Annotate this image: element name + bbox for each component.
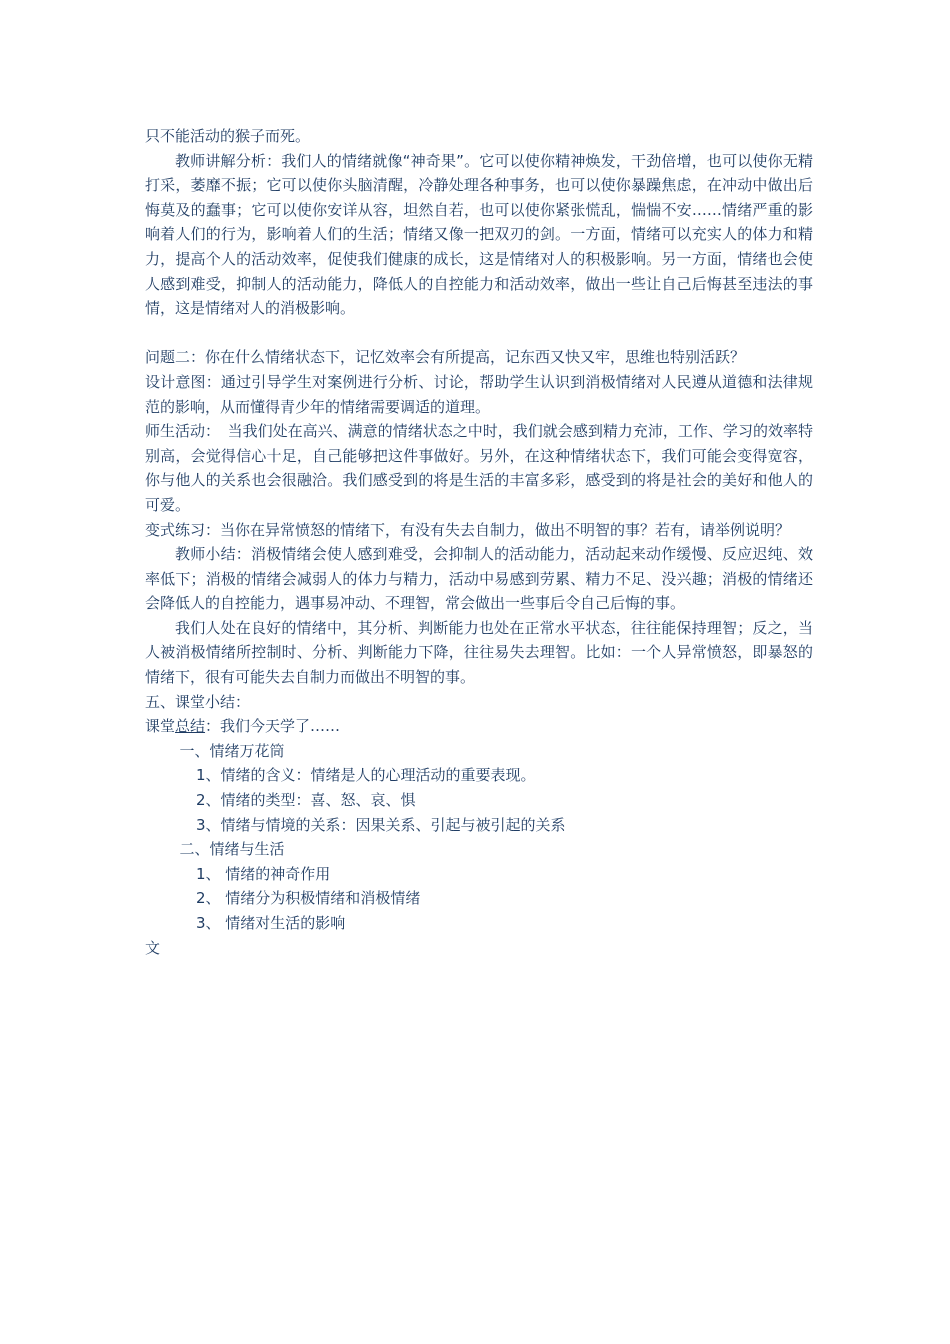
trailing-text: 文: [145, 938, 161, 957]
class-summary-line: [145, 714, 813, 739]
paragraph-teacher-analysis: 教师讲解分析：我们人的情绪就像“神奇果”。它可以使你精神焕发，干劲倍增，也可以使你无精打采，萎靡不振；它可以使你头脑清醒，冷静处理各种事务，也可以使你暴躁焦虑，在冲动中做出后悔莫及的蠢事；它可以使你安详从容，坦然自若，也可以使你紧张慌乱，惴惴不安……情绪严重的影响着人们的行为，影响着人们的生活；情绪又像一把双刃的剑。一方面，情绪可以充实人的体力和精力，提高个人的活动效率，促使我们健康的成长，这是情绪对人的积极影响。另一方面，情绪也会使人感到难受，抑制人的活动能力，降低人的自控能力和活动效率，做出一些让自己后悔甚至违法的事情，这是情绪对人的消极影响。: [145, 151, 813, 318]
paragraph-good-mood: 我们人处在良好的情绪中，其分析、判断能力也处在正常水平状态，往往能保持理智；反之，当人被消极情绪所控制时、分析、判断能力下降，往往易失去理智。比如：一个人异常愤怒，即暴怒的情绪下，很有可能失去自制力而做出不明智的事。: [145, 618, 813, 687]
outline-item: 2、情绪的类型：喜、怒、哀、惧: [196, 791, 416, 810]
outline-item: 3、情绪与情境的关系：因果关系、引起与被引起的关系: [196, 815, 566, 834]
outline-item: 1、情绪的含义：情绪是人的心理活动的重要表现。: [196, 766, 536, 785]
outline-heading-two: 二、情绪与生活: [179, 840, 285, 859]
paragraph-teacher-student-activity: 师生活动： 当我们处在高兴、满意的情绪状态之中时，我们就会感到精力充沛，工作、学习的效率特别高，会觉得信心十足，自己能够把这件事做好。另外，在这种情绪状态下，我们可能会变得宽容，你与他人的关系也会很融洽。我们感受到的将是生活的丰富多彩，感受到的将是社会的美好和他人的可爱。: [145, 422, 813, 514]
outline-heading-one: 一、情绪万花筒: [179, 741, 285, 760]
blank-line: [145, 321, 813, 346]
class-summary-prefix: 课堂: [145, 717, 176, 736]
paragraph-design-intent: 设计意图：通过引导学生对案例进行分析、讨论，帮助学生认识到消极情绪对人民遵从道德和法律规范的影响，从而懂得青少年的情绪需要调适的道理。: [145, 372, 813, 416]
document-page: [145, 124, 813, 960]
outline-item: 1、 情绪的神奇作用: [196, 864, 331, 883]
paragraph-continuation: 只不能活动的猴子而死。: [145, 127, 311, 145]
paragraph-teacher-summary: 教师小结：消极情绪会使人感到难受，会抑制人的活动能力，活动起来动作缓慢、反应迟纯、效率低下；消极的情绪会减弱人的体力与精力，活动中易感到劳累、精力不足、没兴趣；消极的情绪还会降低人的自控能力，遇事易冲动、不理智，常会做出一些事后令自己后悔的事。: [145, 545, 813, 613]
paragraph-variant-exercise: 变式练习：当你在异常愤怒的情绪下，有没有失去自制力，做出不明智的事？若有，请举例说明？: [145, 520, 791, 539]
paragraph-question-two: 问题二：你在什么情绪状态下，记忆效率会有所提高，记东西又快又牢，思维也特别活跃？: [145, 348, 746, 367]
outline-item: 2、 情绪分为积极情绪和消极情绪: [196, 889, 421, 908]
class-summary-suffix: ：我们今天学了……: [205, 717, 341, 736]
class-summary-underlined: 总结: [175, 717, 206, 736]
outline-item: 3、 情绪对生活的影响: [196, 914, 346, 932]
section-heading-five: 五、课堂小结：: [145, 692, 251, 711]
